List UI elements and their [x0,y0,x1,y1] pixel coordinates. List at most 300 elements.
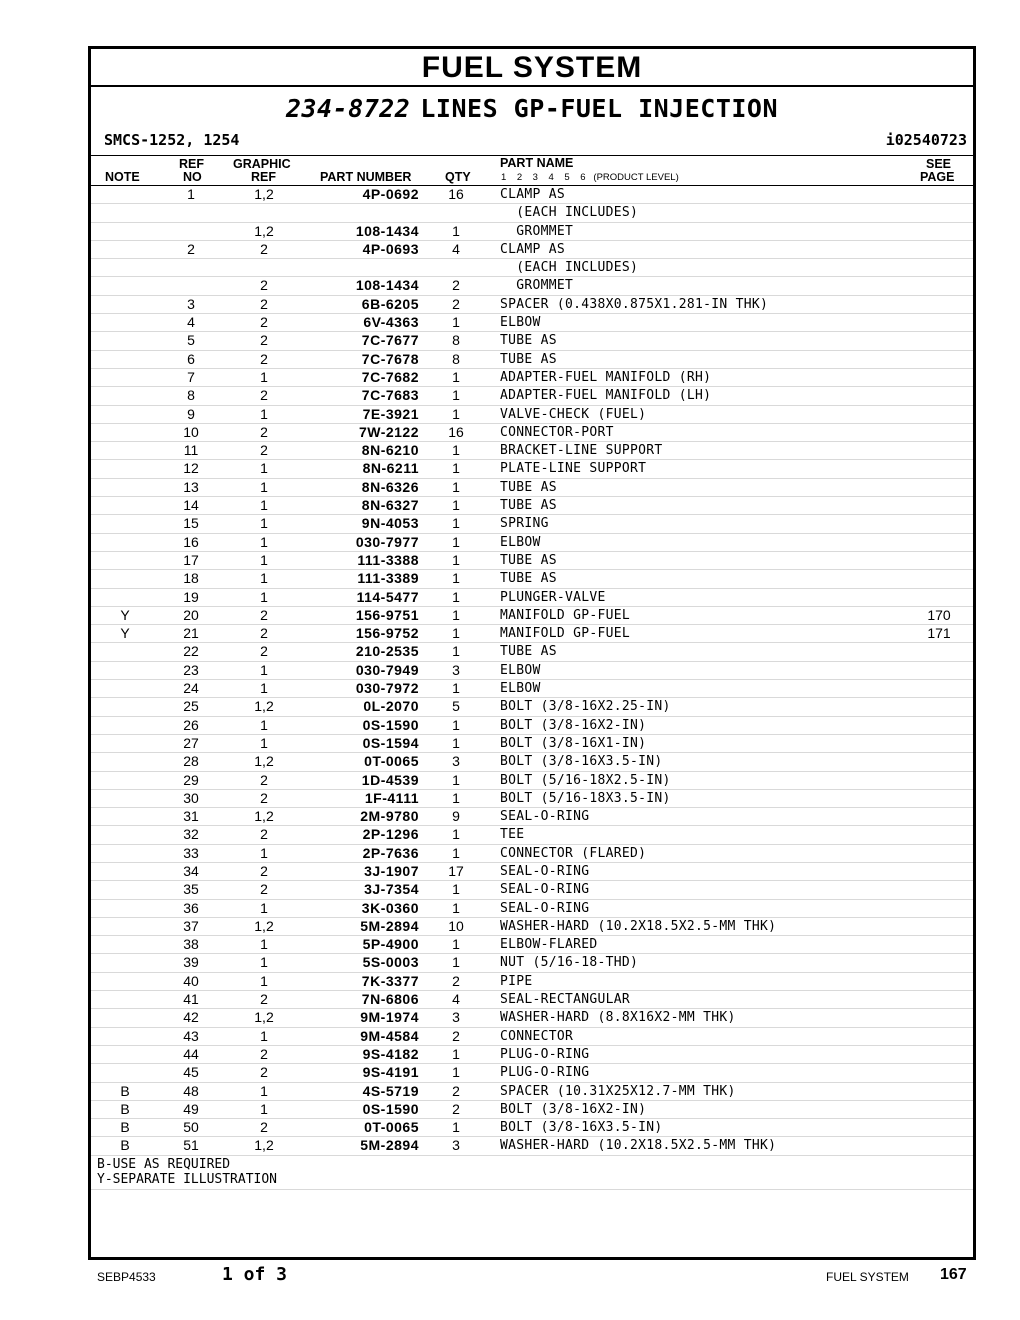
graphic-ref-cell: 1,2 [254,917,274,934]
graphic-ref-cell: 2 [260,1045,268,1062]
graphic-ref-cell: 1,2 [254,1137,274,1154]
graphic-ref-cell: 2 [260,332,268,349]
qty-cell: 2 [452,277,460,294]
note-cell: B [120,1082,130,1099]
qty-cell: 10 [448,917,464,934]
part-number-cell: 2M-9780 [360,808,419,825]
table-row [91,534,973,552]
table-row [91,515,973,533]
part-number-cell: 9M-4584 [360,1027,419,1044]
ref-no-cell: 34 [183,862,199,879]
table-row [91,223,973,241]
ref-no-cell: 4 [187,314,195,331]
ref-no-cell: 28 [183,753,199,770]
part-name-cell: NUT (5/16-18-THD) [500,955,639,971]
see-page-cell: 170 [927,606,951,623]
col-part-name: PART NAME [500,156,574,170]
qty-cell: 1 [452,625,460,642]
part-number-cell: 0T-0065 [364,1119,419,1136]
part-name-cell: ELBOW [500,681,541,697]
part-name-cell: BRACKET-LINE SUPPORT [500,443,663,459]
graphic-ref-cell: 1 [260,844,268,861]
part-number-cell: 0T-0065 [364,753,419,770]
graphic-ref-cell: 1 [260,405,268,422]
table-row [91,1028,973,1046]
graphic-ref-cell: 2 [260,350,268,367]
table-row [91,1137,973,1155]
part-name-cell: ELBOW [500,534,541,550]
qty-cell: 2 [452,972,460,989]
graphic-ref-cell: 2 [260,442,268,459]
graphic-ref-cell: 1 [260,734,268,751]
part-name-cell: MANIFOLD GP-FUEL [500,607,631,623]
qty-cell: 1 [452,716,460,733]
qty-cell: 1 [452,936,460,953]
table-row [91,406,973,424]
table-row [91,643,973,661]
qty-cell: 1 [452,1064,460,1081]
ref-no-cell: 40 [183,972,199,989]
graphic-ref-cell: 2 [260,771,268,788]
table-row [91,680,973,698]
table-row [91,954,973,972]
table-row [91,662,973,680]
qty-cell: 1 [452,497,460,514]
graphic-ref-cell: 1 [260,716,268,733]
part-number-cell: 1D-4539 [361,771,419,788]
table-row [91,1101,973,1119]
qty-cell: 2 [452,295,460,312]
qty-cell: 1 [452,515,460,532]
qty-cell: 1 [452,1045,460,1062]
qty-cell: 1 [452,606,460,623]
part-number-cell: 1F-4111 [364,789,419,806]
part-number-cell: 156-9752 [355,625,419,642]
part-number-cell: 9M-1974 [360,1009,419,1026]
part-name-cell: SPACER (0.438X0.875X1.281-IN THK) [500,296,769,312]
ref-no-cell: 5 [187,332,195,349]
ref-no-cell: 43 [183,1027,199,1044]
table-header [91,156,973,186]
qty-cell: 1 [452,789,460,806]
ref-no-cell: 45 [183,1064,199,1081]
footer-doc-id: SEBP4533 [97,1270,156,1284]
qty-cell: 3 [452,753,460,770]
illustration-id: i02540723 [885,131,967,149]
qty-cell: 2 [452,1100,460,1117]
part-number-cell: 4P-0692 [362,186,419,202]
part-name-cell: TUBE AS [500,498,557,514]
graphic-ref-cell: 1,2 [254,808,274,825]
graphic-ref-cell: 2 [260,1064,268,1081]
part-number-cell: 8N-6326 [361,478,419,495]
part-name-cell: PIPE [500,973,533,989]
part-name-cell: CLAMP AS [500,187,566,202]
graphic-ref-cell: 1,2 [254,753,274,770]
part-name-cell: CONNECTOR (FLARED) [500,845,647,861]
part-number-cell: 030-7977 [355,533,419,550]
table-row [91,479,973,497]
qty-cell: 4 [452,991,460,1008]
qty-cell: 8 [452,332,460,349]
ref-no-cell: 18 [183,570,199,587]
qty-cell: 1 [452,368,460,385]
table-row [91,991,973,1009]
graphic-ref-cell: 2 [260,881,268,898]
qty-cell: 3 [452,1137,460,1154]
col-product-level: 1 2 3 4 5 6 (PRODUCT LEVEL) [501,172,679,183]
section-title: FUEL SYSTEM [91,49,973,87]
graphic-ref-cell: 2 [260,314,268,331]
page-footer [0,1262,1020,1292]
table-row [91,552,973,570]
qty-cell: 2 [452,1082,460,1099]
group-name: LINES GP-FUEL INJECTION [420,94,779,123]
notes-block [91,1156,973,1190]
part-name-cell: SPACER (10.31X25X12.7-MM THK) [500,1083,736,1099]
ref-no-cell: 20 [183,606,199,623]
qty-cell: 1 [452,387,460,404]
qty-cell: 1 [452,899,460,916]
part-number-cell: 7N-6806 [361,991,419,1008]
ref-no-cell: 17 [183,551,199,568]
note-cell: B [120,1100,130,1117]
ref-no-cell: 7 [187,368,195,385]
table-row [91,973,973,991]
qty-cell: 4 [452,240,460,257]
part-number-cell: 108-1434 [355,222,419,239]
part-name-cell: TUBE AS [500,644,557,660]
part-number-cell: 9S-4191 [362,1064,419,1081]
ref-no-cell: 13 [183,478,199,495]
ref-no-cell: 49 [183,1100,199,1117]
table-row [91,387,973,405]
part-name-cell: WASHER-HARD (10.2X18.5X2.5-MM THK) [500,1138,777,1154]
qty-cell: 1 [452,680,460,697]
qty-cell: 1 [452,570,460,587]
part-number-cell: 030-7949 [355,661,419,678]
ref-no-cell: 36 [183,899,199,916]
ref-no-cell: 15 [183,515,199,532]
ref-no-cell: 22 [183,643,199,660]
part-name-cell: BOLT (3/8-16X1-IN) [500,735,647,751]
qty-cell: 1 [452,551,460,568]
graphic-ref-cell: 2 [260,991,268,1008]
graphic-ref-cell: 1 [260,954,268,971]
group-title [91,87,973,127]
table-row [91,698,973,716]
col-note: NOTE [105,170,140,184]
qty-cell: 1 [452,881,460,898]
table-row [91,570,973,588]
part-name-cell: VALVE-CHECK (FUEL) [500,406,647,422]
part-number-cell: 108-1434 [355,277,419,294]
ref-no-cell: 16 [183,533,199,550]
qty-cell: 2 [452,1027,460,1044]
col-graphic-bottom: REF [251,170,276,184]
col-graphic-top: GRAPHIC [233,157,291,171]
graphic-ref-cell: 1,2 [254,186,274,202]
table-row [91,936,973,954]
qty-cell: 1 [452,533,460,550]
part-number-cell: 8N-6327 [361,497,419,514]
ref-no-cell: 38 [183,936,199,953]
group-part-number: 234-8722 [285,94,411,123]
part-number-cell: 8N-6211 [362,460,419,477]
part-number-cell: 0S-1590 [362,716,419,733]
part-number-cell: 3K-0360 [361,899,419,916]
col-ref-bottom: NO [183,170,202,184]
table-row [91,900,973,918]
part-number-cell: 3J-7354 [364,881,419,898]
part-name-cell: BOLT (3/8-16X2.25-IN) [500,699,671,715]
table-row [91,1046,973,1064]
part-name-cell: SEAL-O-RING [500,882,590,898]
graphic-ref-cell: 2 [260,643,268,660]
table-row [91,186,973,204]
part-name-cell: BOLT (5/16-18X2.5-IN) [500,772,671,788]
ref-no-cell: 6 [187,350,195,367]
graphic-ref-cell: 2 [260,862,268,879]
part-name-cell: SEAL-O-RING [500,809,590,825]
part-name-cell: SEAL-RECTANGULAR [500,992,631,1008]
ref-no-cell: 42 [183,1009,199,1026]
part-number-cell: 5S-0003 [362,954,419,971]
table-row [91,1064,973,1082]
ref-no-cell: 12 [183,460,199,477]
table-row [91,277,973,295]
part-number-cell: 8N-6210 [361,442,419,459]
part-number-cell: 6B-6205 [361,295,419,312]
part-number-cell: 5P-4900 [362,936,419,953]
ref-no-cell: 48 [183,1082,199,1099]
part-name-cell: ELBOW [500,662,541,678]
graphic-ref-cell: 1 [260,460,268,477]
part-name-cell: BOLT (3/8-16X3.5-IN) [500,1120,663,1136]
graphic-ref-cell: 1 [260,551,268,568]
note-cell: B [120,1119,130,1136]
col-see-top: SEE [926,157,952,171]
part-number-cell: 5M-2894 [360,917,419,934]
graphic-ref-cell: 1,2 [254,222,274,239]
part-name-cell: (EACH INCLUDES) [500,260,639,276]
part-number-cell: 7K-3377 [361,972,419,989]
part-number-cell: 114-5477 [356,588,419,605]
graphic-ref-cell: 1 [260,588,268,605]
table-row [91,717,973,735]
qty-cell: 1 [452,1119,460,1136]
ref-no-cell: 8 [187,387,195,404]
qty-cell: 1 [452,734,460,751]
see-page-cell: 171 [927,625,951,642]
col-part-number: PART NUMBER [320,170,412,184]
ref-no-cell: 27 [183,734,199,751]
qty-cell: 1 [452,405,460,422]
ref-no-cell: 19 [183,588,199,605]
table-row [91,808,973,826]
table-row [91,863,973,881]
ref-no-cell: 30 [183,789,199,806]
part-name-cell: SEAL-O-RING [500,863,590,879]
part-name-cell: WASHER-HARD (8.8X16X2-MM THK) [500,1010,736,1026]
ref-no-cell: 50 [183,1119,199,1136]
qty-cell: 1 [452,222,460,239]
table-row [91,332,973,350]
note-line: Y-SEPARATE ILLUSTRATION [97,1172,278,1188]
part-name-cell: CLAMP AS [500,241,566,257]
part-name-cell: GROMMET [500,223,574,239]
graphic-ref-cell: 2 [260,387,268,404]
part-number-cell: 3J-1907 [364,862,419,879]
table-row [91,881,973,899]
graphic-ref-cell: 1 [260,1100,268,1117]
table-row [91,241,973,259]
ref-no-cell: 21 [183,625,199,642]
qty-cell: 1 [452,460,460,477]
table-row [91,589,973,607]
part-name-cell: WASHER-HARD (10.2X18.5X2.5-MM THK) [500,918,777,934]
graphic-ref-cell: 2 [260,277,268,294]
part-name-cell: ADAPTER-FUEL MANIFOLD (RH) [500,369,712,385]
part-name-cell: PLUG-O-RING [500,1065,590,1081]
parts-table-body [91,186,973,1156]
ref-no-cell: 39 [183,954,199,971]
graphic-ref-cell: 1 [260,661,268,678]
qty-cell: 9 [452,808,460,825]
graphic-ref-cell: 2 [260,826,268,843]
part-number-cell: 4P-0693 [362,240,419,257]
table-row [91,351,973,369]
graphic-ref-cell: 2 [260,789,268,806]
qty-cell: 17 [448,862,464,879]
qty-cell: 1 [452,478,460,495]
note-line: B-USE AS REQUIRED [97,1156,231,1172]
qty-cell: 1 [452,771,460,788]
table-row [91,826,973,844]
ref-no-cell: 44 [183,1045,199,1062]
footer-page-number: 167 [940,1266,967,1283]
ref-no-cell: 14 [183,497,199,514]
graphic-ref-cell: 1 [260,899,268,916]
part-name-cell: (EACH INCLUDES) [500,205,639,221]
part-number-cell: 156-9751 [355,606,419,623]
part-name-cell: SPRING [500,516,549,532]
smcs-bar [91,127,973,156]
table-row [91,753,973,771]
table-row [91,460,973,478]
ref-no-cell: 41 [183,991,199,1008]
part-number-cell: 7C-7682 [361,368,419,385]
graphic-ref-cell: 1,2 [254,698,274,715]
graphic-ref-cell: 1 [260,515,268,532]
part-number-cell: 7C-7677 [361,332,419,349]
note-cell: B [120,1137,130,1154]
part-name-cell: TUBE AS [500,333,557,349]
part-name-cell: GROMMET [500,278,574,294]
part-name-cell: MANIFOLD GP-FUEL [500,626,631,642]
table-row [91,918,973,936]
graphic-ref-cell: 1 [260,972,268,989]
graphic-ref-cell: 1,2 [254,1009,274,1026]
graphic-ref-cell: 1 [260,1027,268,1044]
part-number-cell: 2P-1296 [362,826,419,843]
ref-no-cell: 26 [183,716,199,733]
part-name-cell: TUBE AS [500,571,557,587]
ref-no-cell: 33 [183,844,199,861]
part-number-cell: 0S-1594 [362,734,419,751]
qty-cell: 1 [452,643,460,660]
graphic-ref-cell: 1 [260,497,268,514]
qty-cell: 16 [448,423,464,440]
part-name-cell: ELBOW [500,315,541,331]
graphic-ref-cell: 1 [260,936,268,953]
table-row [91,204,973,222]
part-number-cell: 210-2535 [355,643,419,660]
table-row [91,1083,973,1101]
ref-no-cell: 3 [187,295,195,312]
part-name-cell: PLATE-LINE SUPPORT [500,461,647,477]
graphic-ref-cell: 1 [260,478,268,495]
note-cell: Y [120,625,130,642]
table-row [91,625,973,643]
part-number-cell: 7E-3921 [362,405,419,422]
table-row [91,497,973,515]
ref-no-cell: 9 [187,405,195,422]
part-number-cell: 0S-1590 [362,1100,419,1117]
qty-cell: 8 [452,350,460,367]
qty-cell: 3 [452,661,460,678]
ref-no-cell: 51 [183,1137,199,1154]
ref-no-cell: 25 [183,698,199,715]
part-name-cell: BOLT (5/16-18X3.5-IN) [500,790,671,806]
table-row [91,1009,973,1027]
part-name-cell: BOLT (3/8-16X2-IN) [500,717,647,733]
part-name-cell: SEAL-O-RING [500,900,590,916]
part-name-cell: ELBOW-FLARED [500,937,598,953]
ref-no-cell: 10 [183,423,199,440]
graphic-ref-cell: 2 [260,625,268,642]
ref-no-cell: 2 [187,240,195,257]
part-name-cell: BOLT (3/8-16X3.5-IN) [500,754,663,770]
qty-cell: 1 [452,954,460,971]
graphic-ref-cell: 1 [260,368,268,385]
part-number-cell: 7C-7683 [361,387,419,404]
part-number-cell: 0L-2070 [363,698,419,715]
col-ref-top: REF [179,157,204,171]
ref-no-cell: 11 [183,442,199,459]
part-number-cell: 030-7972 [355,680,419,697]
table-row [91,845,973,863]
part-number-cell: 6V-4363 [363,314,419,331]
ref-no-cell: 29 [183,771,199,788]
qty-cell: 3 [452,1009,460,1026]
graphic-ref-cell: 2 [260,606,268,623]
ref-no-cell: 31 [183,808,199,825]
table-row [91,296,973,314]
graphic-ref-cell: 2 [260,1119,268,1136]
part-number-cell: 5M-2894 [360,1137,419,1154]
table-row [91,735,973,753]
graphic-ref-cell: 2 [260,295,268,312]
part-number-cell: 9N-4053 [361,515,419,532]
note-cell: Y [120,606,130,623]
col-qty: QTY [445,170,471,184]
table-row [91,790,973,808]
qty-cell: 1 [452,314,460,331]
parts-list-frame [88,46,976,1260]
part-number-cell: 111-3388 [357,551,419,568]
table-row [91,259,973,277]
